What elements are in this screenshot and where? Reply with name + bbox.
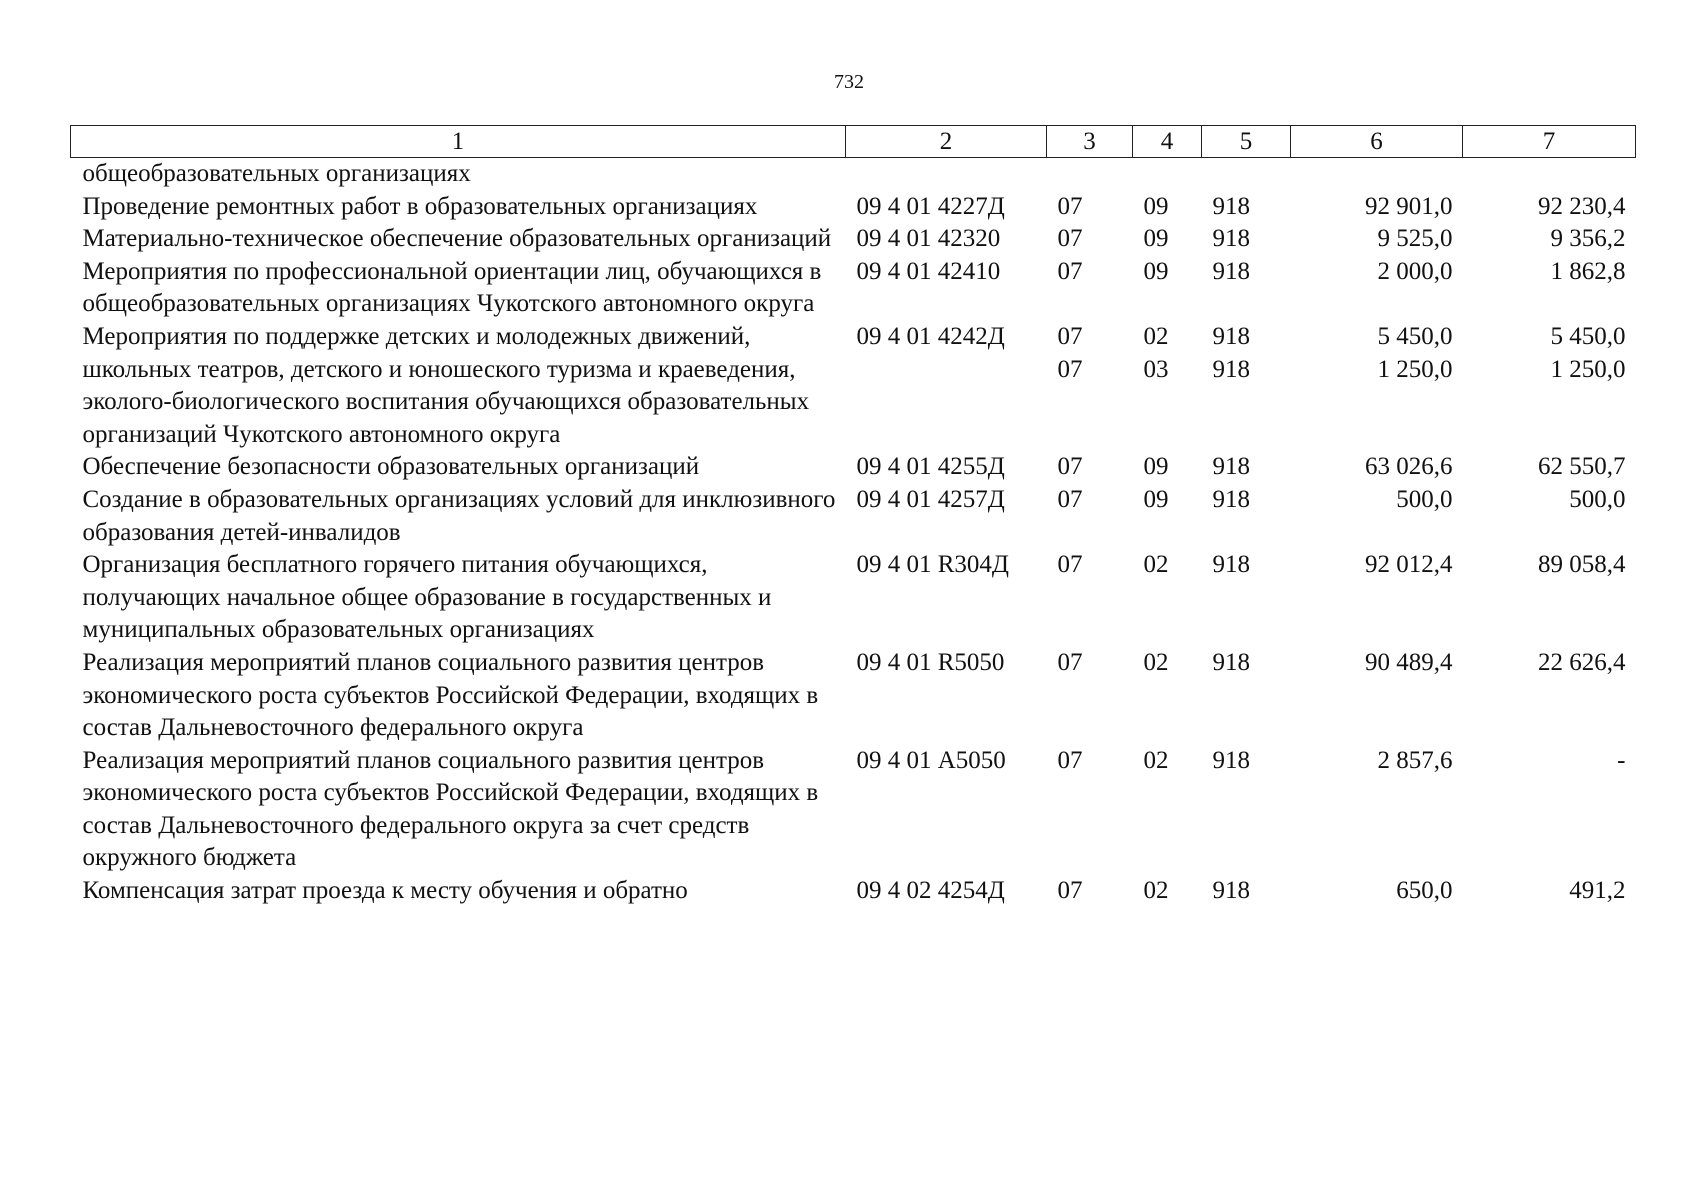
table-row: [71, 451, 1636, 484]
row-section: [1047, 158, 1133, 191]
row-amount-actual: 1 862,8: [1550, 257, 1626, 285]
page-number: 732: [834, 71, 864, 93]
row-grbs: [1202, 158, 1291, 191]
row-code: [846, 158, 1047, 191]
column-header-7: 7: [1463, 126, 1636, 158]
row-grbs: 918: [1212, 485, 1250, 513]
table-body: [71, 158, 1636, 908]
row-name: Проведение ремонтных работ в образовательных организациях: [82, 192, 758, 220]
row-amount-plan: 92 012,4: [1365, 551, 1453, 579]
table-row: [71, 484, 1636, 549]
column-header-5: 5: [1202, 126, 1291, 158]
row-section: 07: [1057, 551, 1083, 579]
row-name: Мероприятия по профессиональной ориентации лиц, обучающихся в общеобразовательных организациях Чукотского автономного округа: [82, 257, 822, 318]
row-amount-actual: 22 626,4: [1538, 648, 1626, 676]
row-amount-actual: 9 356,2: [1550, 225, 1626, 253]
table-row: [71, 875, 1636, 908]
row-subsection: 09: [1143, 257, 1169, 285]
row-section: 07 07: [1057, 322, 1083, 383]
row-name: Материально-техническое обеспечение образовательных организаций: [82, 225, 832, 253]
row-code: 09 4 02 4254Д: [856, 877, 1005, 905]
row-amount-plan: 2 000,0: [1377, 257, 1453, 285]
row-section: 07: [1057, 453, 1083, 481]
row-amount-actual: 62 550,7: [1538, 453, 1626, 481]
row-subsection: 02: [1143, 877, 1169, 905]
row-section: 07: [1057, 746, 1083, 774]
row-amount-plan: [1291, 158, 1463, 191]
row-amount-plan: 90 489,4: [1365, 648, 1453, 676]
row-code: 09 4 01 42320: [856, 225, 1001, 253]
row-grbs: 918: [1212, 192, 1250, 220]
table-row: [71, 223, 1636, 256]
header-row: [71, 126, 1636, 158]
column-header-1: 1: [71, 126, 846, 158]
row-grbs: 918: [1212, 225, 1250, 253]
row-subsection: 09: [1143, 225, 1169, 253]
column-header-4: 4: [1133, 126, 1202, 158]
row-code: 09 4 01 А5050: [856, 746, 1006, 774]
row-code: 09 4 01 R5050: [856, 648, 1005, 676]
row-amount-actual: 92 230,4: [1538, 192, 1626, 220]
row-name: Компенсация затрат проезда к месту обучения и обратно: [82, 877, 688, 905]
row-name: общеобразовательных организациях: [82, 160, 471, 187]
row-subsection: 09: [1143, 485, 1169, 513]
row-grbs: 918: [1212, 453, 1250, 481]
table-header: [71, 126, 1636, 158]
row-code: 09 4 01 R304Д: [856, 551, 1009, 579]
row-code: 09 4 01 4242Д: [856, 322, 1005, 350]
row-section: 07: [1057, 225, 1083, 253]
row-code: 09 4 01 4227Д: [856, 192, 1005, 220]
row-name: Создание в образовательных организациях условий для инклюзивного образования детей-инвалидов: [82, 485, 836, 546]
table-row: [71, 321, 1636, 451]
row-amount-actual: [1463, 158, 1636, 191]
row-grbs: 918: [1212, 746, 1250, 774]
row-section: 07: [1057, 192, 1083, 220]
row-section: 07: [1057, 257, 1083, 285]
row-amount-actual: 500,0: [1569, 485, 1626, 513]
row-amount-actual: 5 450,0 1 250,0: [1550, 322, 1626, 383]
row-amount-plan: 92 901,0: [1365, 192, 1453, 220]
table-row: [71, 191, 1636, 224]
row-subsection: 09: [1143, 453, 1169, 481]
row-name: Реализация мероприятий планов социального развития центров экономического роста субъектов Российской Федерации, входящих в состав Дальневосточного федерального округа за счет средств окружного бюджета: [82, 746, 819, 872]
row-amount-plan: 5 450,0 1 250,0: [1377, 322, 1453, 383]
row-section: 07: [1057, 485, 1083, 513]
row-code: 09 4 01 42410: [856, 257, 1001, 285]
row-subsection: 02: [1143, 551, 1169, 579]
table-row: [71, 647, 1636, 745]
row-amount-actual: 89 058,4: [1538, 551, 1626, 579]
row-amount-plan: 63 026,6: [1365, 453, 1453, 481]
column-header-6: 6: [1291, 126, 1463, 158]
table-row: [71, 745, 1636, 875]
table-row: [71, 256, 1636, 321]
row-amount-plan: 2 857,6: [1377, 746, 1453, 774]
column-header-3: 3: [1047, 126, 1133, 158]
row-amount-actual: -: [1617, 746, 1626, 774]
row-grbs: 918: [1212, 551, 1250, 579]
row-code: 09 4 01 4255Д: [856, 453, 1005, 481]
row-subsection: 02 03: [1143, 322, 1169, 383]
column-header-2: 2: [846, 126, 1047, 158]
row-code: 09 4 01 4257Д: [856, 485, 1005, 513]
row-subsection: 02: [1143, 746, 1169, 774]
row-name: Организация бесплатного горячего питания обучающихся, получающих начальное общее образование в государственных и муниципальных образовательных организациях: [82, 551, 772, 644]
row-amount-actual: 491,2: [1569, 877, 1626, 905]
row-name: Обеспечение безопасности образовательных организаций: [82, 453, 700, 481]
row-name: Мероприятия по поддержке детских и молодежных движений, школьных театров, детского и юношеского туризма и краеведения, эколого-биологического воспитания обучающихся образовательных организаций Чукотского автономного округа: [82, 322, 810, 448]
row-section: 07: [1057, 877, 1083, 905]
row-subsection: [1133, 158, 1202, 191]
row-subsection: 09: [1143, 192, 1169, 220]
row-section: 07: [1057, 648, 1083, 676]
budget-table: [70, 125, 1636, 908]
row-grbs: 918: [1212, 648, 1250, 676]
row-amount-plan: 500,0: [1396, 485, 1453, 513]
row-grbs: 918 918: [1212, 322, 1250, 383]
row-name: Реализация мероприятий планов социального развития центров экономического роста субъектов Российской Федерации, входящих в состав Дальневосточного федерального округа: [82, 648, 819, 742]
row-grbs: 918: [1212, 257, 1250, 285]
row-subsection: 02: [1143, 648, 1169, 676]
row-amount-plan: 9 525,0: [1377, 225, 1453, 253]
row-amount-plan: 650,0: [1396, 877, 1453, 905]
table-row: [71, 549, 1636, 647]
table-row: [71, 158, 1636, 191]
row-grbs: 918: [1212, 877, 1250, 905]
